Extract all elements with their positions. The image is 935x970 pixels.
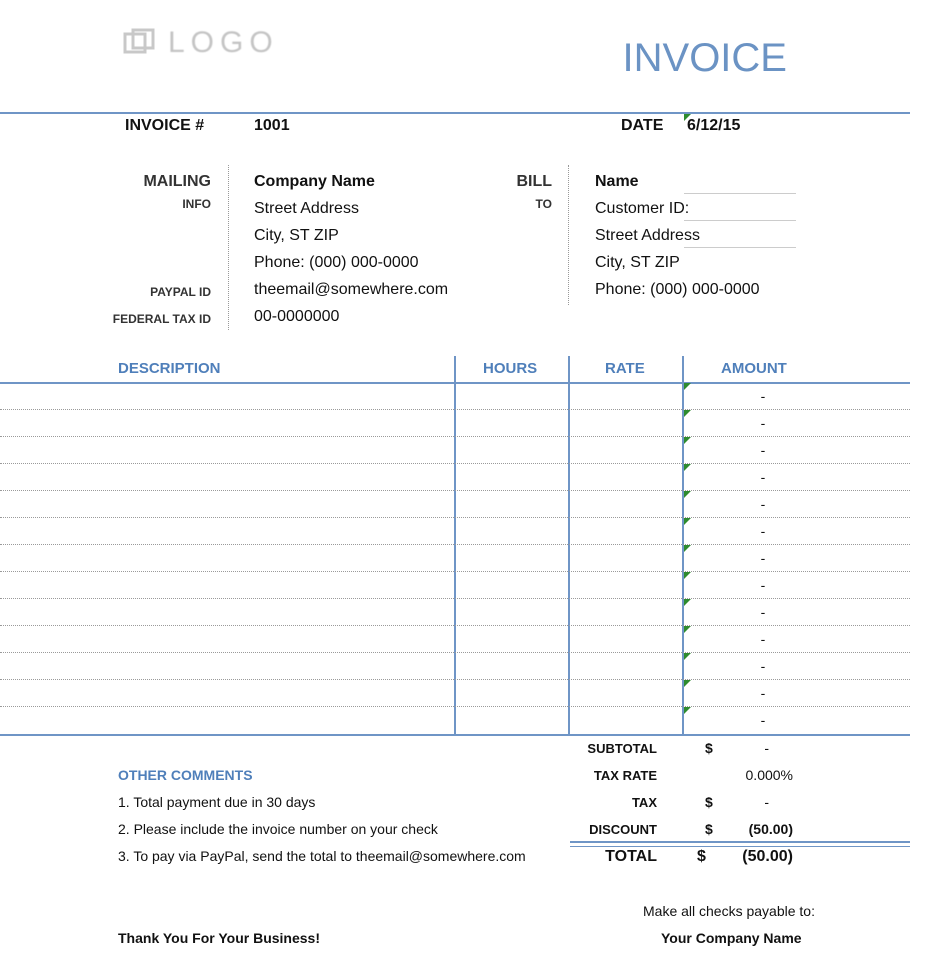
mailing-sublabel: INFO bbox=[182, 197, 211, 211]
table-row[interactable] bbox=[0, 679, 910, 680]
cell-note-flag bbox=[684, 572, 691, 579]
logo-text: LOGO bbox=[168, 26, 279, 59]
cell-note-flag bbox=[684, 653, 691, 660]
payable-to-label: Make all checks payable to: bbox=[643, 903, 815, 919]
line-item-amount: - bbox=[760, 631, 766, 647]
cell-note-flag bbox=[684, 707, 691, 714]
tax-label: TAX bbox=[631, 795, 657, 810]
bill-divider bbox=[568, 165, 569, 305]
line-item-amount: - bbox=[760, 685, 766, 701]
comment-line[interactable]: 2. Please include the invoice number on your check bbox=[118, 821, 438, 837]
col-header-hours: HOURS bbox=[483, 360, 538, 377]
line-item-amount: - bbox=[760, 523, 766, 539]
bill-name[interactable]: Name bbox=[595, 173, 639, 190]
company-city[interactable]: City, ST ZIP bbox=[254, 227, 339, 244]
tax-value: - bbox=[764, 794, 769, 810]
company-name[interactable]: Company Name bbox=[254, 173, 375, 190]
tax-currency: $ bbox=[705, 794, 713, 810]
line-item-amount: - bbox=[760, 469, 766, 485]
col-header-rate: RATE bbox=[605, 360, 645, 377]
bill-city[interactable]: City, ST ZIP bbox=[595, 254, 680, 271]
discount-value[interactable]: (50.00) bbox=[748, 821, 793, 837]
line-item-amount: - bbox=[760, 712, 766, 728]
header-divider bbox=[0, 112, 910, 114]
table-row[interactable] bbox=[0, 706, 910, 707]
table-row[interactable] bbox=[0, 652, 910, 653]
table-row[interactable] bbox=[0, 598, 910, 599]
mailing-divider bbox=[228, 165, 229, 330]
line-item-amount: - bbox=[760, 415, 766, 431]
cell-note-flag bbox=[684, 437, 691, 444]
bill-label: BILL bbox=[516, 173, 552, 190]
bill-street[interactable]: Street Address bbox=[595, 227, 700, 244]
bill-underline bbox=[684, 247, 796, 248]
bill-customer-id[interactable]: Customer ID: bbox=[595, 200, 690, 217]
cell-note-flag bbox=[684, 464, 691, 471]
bill-underline bbox=[684, 220, 796, 221]
cell-note-flag bbox=[684, 599, 691, 606]
total-value: (50.00) bbox=[742, 848, 793, 865]
table-row[interactable] bbox=[0, 409, 910, 410]
comment-line[interactable]: 1. Total payment due in 30 days bbox=[118, 794, 316, 810]
federal-tax-id[interactable]: 00-0000000 bbox=[254, 308, 340, 325]
table-row[interactable] bbox=[0, 463, 910, 464]
cell-note-flag bbox=[684, 491, 691, 498]
table-row[interactable] bbox=[0, 544, 910, 545]
mailing-label: MAILING bbox=[143, 173, 211, 190]
subtotal-currency: $ bbox=[705, 740, 713, 756]
cell-note-flag bbox=[684, 626, 691, 633]
table-row[interactable] bbox=[0, 625, 910, 626]
total-currency: $ bbox=[697, 848, 706, 865]
cell-note-flag bbox=[684, 383, 691, 390]
line-item-amount: - bbox=[760, 496, 766, 512]
line-item-amount: - bbox=[760, 577, 766, 593]
line-item-amount: - bbox=[760, 442, 766, 458]
cell-note-flag bbox=[684, 680, 691, 687]
cell-note-flag bbox=[684, 545, 691, 552]
invoice-number[interactable]: 1001 bbox=[254, 117, 290, 134]
paypal-label: PAYPAL ID bbox=[150, 285, 211, 299]
col-header-amount: AMOUNT bbox=[721, 360, 787, 377]
table-row[interactable] bbox=[0, 571, 910, 572]
invoice-date[interactable]: 6/12/15 bbox=[687, 117, 741, 134]
tax-id-label: FEDERAL TAX ID bbox=[112, 312, 211, 326]
bill-sublabel: TO bbox=[535, 197, 552, 211]
comments-heading: OTHER COMMENTS bbox=[118, 767, 253, 783]
total-label: TOTAL bbox=[605, 848, 657, 865]
cell-note-flag bbox=[684, 518, 691, 525]
logo-icon bbox=[122, 28, 156, 58]
line-item-amount: - bbox=[760, 604, 766, 620]
tax-rate-label: TAX RATE bbox=[593, 768, 657, 783]
company-street[interactable]: Street Address bbox=[254, 200, 359, 217]
table-row[interactable] bbox=[0, 490, 910, 491]
invoice-number-label: INVOICE # bbox=[125, 117, 205, 134]
table-bottom-divider bbox=[0, 734, 910, 736]
line-item-amount: - bbox=[760, 388, 766, 404]
subtotal-label: SUBTOTAL bbox=[587, 741, 657, 756]
col-header-description: DESCRIPTION bbox=[118, 360, 221, 377]
line-item-amount: - bbox=[760, 658, 766, 674]
bill-phone[interactable]: Phone: (000) 000-0000 bbox=[595, 281, 760, 298]
discount-currency: $ bbox=[705, 821, 713, 837]
tax-rate-value[interactable]: 0.000% bbox=[745, 767, 793, 783]
company-phone[interactable]: Phone: (000) 000-0000 bbox=[254, 254, 419, 271]
discount-label: DISCOUNT bbox=[589, 822, 657, 837]
total-double-rule bbox=[570, 841, 910, 847]
payable-company[interactable]: Your Company Name bbox=[661, 930, 802, 946]
table-row[interactable] bbox=[0, 436, 910, 437]
subtotal-value: - bbox=[764, 740, 769, 756]
table-row[interactable] bbox=[0, 517, 910, 518]
paypal-email[interactable]: theemail@somewhere.com bbox=[254, 281, 449, 298]
comment-line[interactable]: 3. To pay via PayPal, send the total to theemail@somewhere.com bbox=[118, 848, 526, 864]
line-item-amount: - bbox=[760, 550, 766, 566]
invoice-title: INVOICE bbox=[622, 36, 787, 80]
thank-you-text: Thank You For Your Business! bbox=[118, 930, 320, 946]
cell-note-flag bbox=[684, 410, 691, 417]
bill-underline bbox=[684, 193, 796, 194]
date-label: DATE bbox=[621, 117, 664, 134]
